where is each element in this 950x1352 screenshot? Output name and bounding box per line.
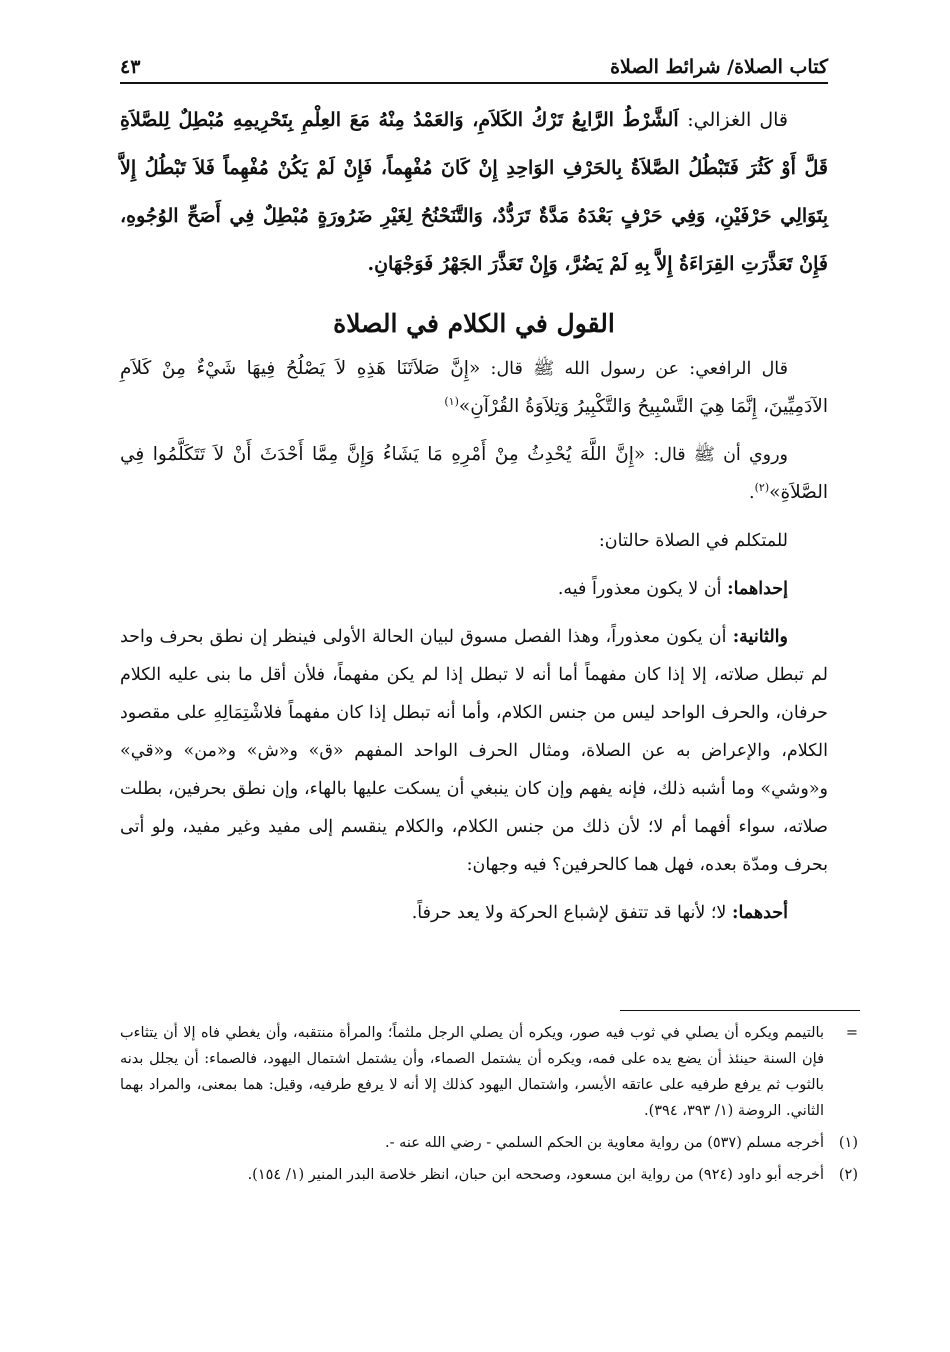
- spacer: [120, 426, 828, 436]
- footnote-continued: [120, 1020, 858, 1124]
- rewaya-paragraph: [120, 436, 828, 512]
- rafii-hadith: «إِنَّ صَلاَتَنَا هَذِهِ لاَ يَصْلُحُ فِيهَا شَيْءٌ مِنْ كَلاَمِ الآدَمِيِّينَ، إِنَّمَا هِيَ التَّسْبِيحُ وَالتَّكْبِيرُ وَتِلاَوَةُ القُرْآنِ»: [120, 358, 828, 417]
- footnote-mark: (١): [838, 1135, 858, 1151]
- footnote-1: [120, 1130, 858, 1156]
- rafii-intro: قال الرافعي: عن رسول الله ﷺ قال:: [490, 359, 788, 379]
- ghazali-speaker: قال الغزالي:: [687, 109, 788, 131]
- footnote-rule: [620, 1010, 860, 1011]
- footnote-text: أخرجه أبو داود (٩٢٤) من رواية ابن مسعود، وصححه ابن حبان، انظر خلاصة البدر المنير (١/ ١٥٤).: [247, 1167, 824, 1183]
- footnotes: [120, 1020, 858, 1194]
- ghazali-matn: [120, 96, 828, 288]
- page-number: ٤٣: [120, 56, 141, 78]
- second-case-text: أن يكون معذوراً، وهذا الفصل مسوق لبيان الحالة الأولى فينظر إن نطق بحرف واحد لم تبطل صلاته، إلا إذا كان مفهماً أما أنه لا تبطل إذا لم يكن مفهماً، فلأن أقل ما بنى عليه الكلام حرفان، والحرف الواحد ليس من جنس الكلام، وأما أنه تبطل إذا كان مفهماً فلاشْتِمَالِهِ على مقصود الكلام، والإعراض به عن الصلاة، ومثال الحرف الواحد المفهم «ق» و«ش» و«من» و«قي» و«وشي» وما أشبه ذلك، فإنه يفهم وإن كان ينبغي أن يسكت عليها بالهاء، وإن نطق بحرفين، بطلت صلاته، سواء أفهما أم لا؛ لأن ذلك من جنس الكلام، والكلام ينقسم إلى مفيد وغير مفيد، ولو أتى بحرف ومدّة بعده، فهل هما كالحرفين؟ فيه وجهان:: [120, 627, 828, 875]
- second-case-label: والثانية:: [732, 627, 788, 647]
- header-rule: [120, 82, 828, 84]
- running-title: كتاب الصلاة/ شرائط الصلاة: [610, 56, 828, 78]
- footnote-text: أخرجه مسلم (٥٣٧) من رواية معاوية بن الحكم السلمي - رضي الله عنه -.: [385, 1135, 824, 1151]
- first-case-paragraph: [120, 570, 828, 608]
- rewaya-intro: وروي أن ﷺ قال:: [653, 445, 788, 465]
- spacer: [120, 512, 828, 522]
- ghazali-text: اَلشَّرْطُ الرَّابِعُ تَرْكُ الكَلاَمِ، وَالعَمْدُ مِنْهُ مَعَ العِلْمِ بِتَحْرِيمِهِ مُبْطِلٌ لِلصَّلاَةِ قَلَّ أَوْ كَثُرَ فَتَبْطُلُ الصَّلاَةُ بِالحَرْفِ الوَاحِدِ إِنْ كَانَ مُفْهِماً، فَإِنْ لَمْ يَكُنْ مُفْهِماً فَلاَ تَبْطُلُ إِلاَّ بِتَوَالِي حَرْفَيْنِ، وَفِي حَرْفٍ بَعْدَهُ مَدَّةٌ تَرَدُّدٌ، وَالتَّنَحْنُحُ لِغَيْرِ ضَرُورَةٍ مُبْطِلٌ فِي أَصَحِّ الوُجُوهِ، فَإِنْ تَعَذَّرَتِ القِرَاءَةُ إِلاَّ بِهِ لَمْ يَضُرَّ، وَإِنْ تَعَذَّرَ الجَهْرُ فَوَجْهَانِ.: [120, 109, 828, 275]
- rewaya-hadith: «إِنَّ اللَّهَ يُحْدِثُ مِنْ أَمْرِهِ مَا يَشَاءُ وَإِنَّ مِمَّا أَحْدَثَ أَنْ لاَ تَتَكَلَّمُوا فِي الصَّلاَةِ»: [120, 444, 828, 503]
- first-wajh-paragraph: [120, 894, 828, 932]
- first-wajh-label: أحدهما:: [731, 903, 788, 923]
- running-header: [120, 38, 828, 78]
- footnote-mark: (٢): [838, 1167, 858, 1183]
- spacer: [120, 884, 828, 894]
- first-wajh-text: لا؛ لأنها قد تتفق لإشباع الحركة ولا يعد حرفاً.: [411, 903, 727, 923]
- footnote-ref-1[interactable]: (١): [444, 395, 459, 409]
- footnote-ref-2[interactable]: (٢): [754, 481, 770, 495]
- second-case-paragraph: [120, 618, 828, 884]
- footnote-2: [120, 1162, 858, 1188]
- section-title: القول في الكلام في الصلاة: [333, 309, 615, 338]
- rafii-paragraph: [120, 350, 828, 426]
- rewaya-end: .: [749, 483, 755, 503]
- two-cases-line: للمتكلم في الصلاة حالتان:: [598, 531, 788, 551]
- first-case-text: أن لا يكون معذوراً فيه.: [557, 579, 722, 599]
- footnote-text: بالتيمم ويكره أن يصلي في ثوب فيه صور، ويكره أن يصلي الرجل ملثماً؛ والمرأة منتقبه، وأن يغطي فاه إلا أن يتثاءب فإن السنة حينئذ أن يضع يده على فمه، ويكره أن يشتمل الصماء، وأن يشتمل اشتمال اليهود، فالصماء: أن يجلل بدنه بالثوب ثم يرفع طرفيه على عاتقه الأيسر، واشتمال اليهود كذلك إلا أنه لا يرفع طرفيه، وقيل: هما بمعنى، والمراد بهما الثاني. الروضة (١/ ٣٩٣، ٣٩٤).: [120, 1025, 824, 1119]
- spacer: [120, 560, 828, 570]
- footnote-mark: =: [845, 1025, 858, 1041]
- main-text: [120, 96, 828, 932]
- first-case-label: إحداهما:: [727, 579, 788, 599]
- spacer: [120, 608, 828, 618]
